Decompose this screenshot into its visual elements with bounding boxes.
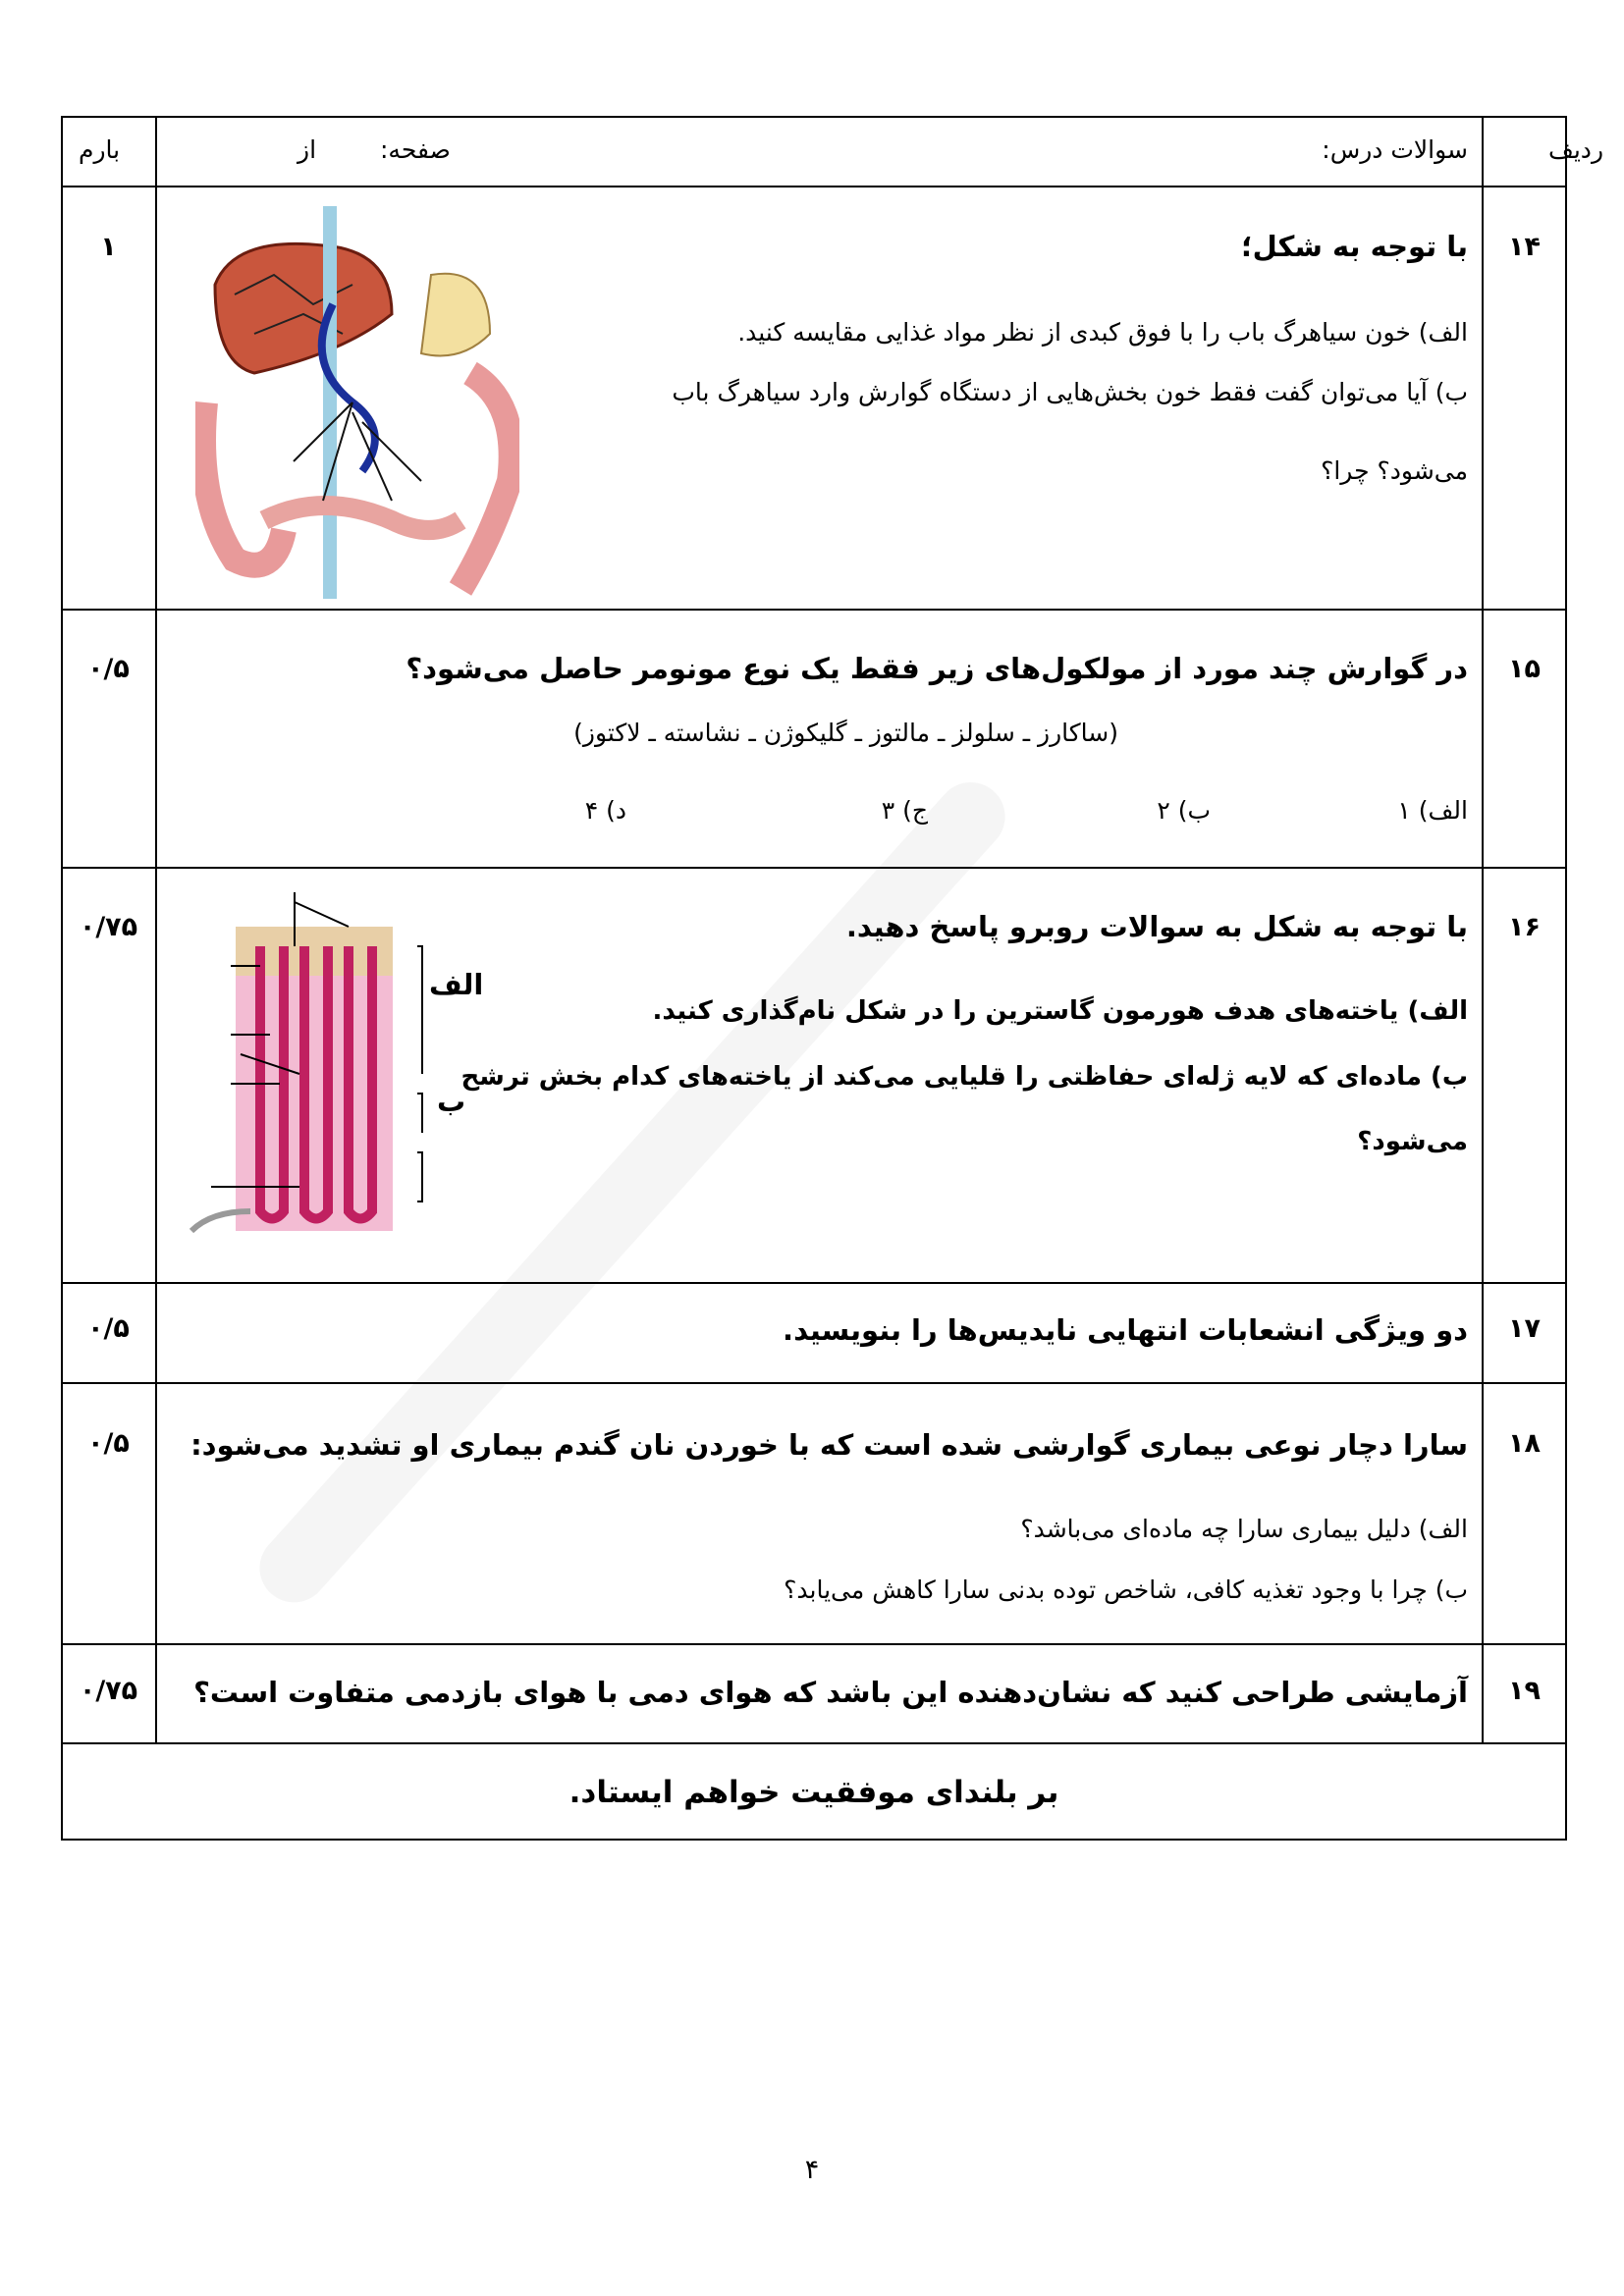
question-number: ۱۷ bbox=[1508, 1313, 1541, 1344]
question-number: ۱۵ bbox=[1508, 654, 1541, 684]
question-title: آزمایشی طراحی کنید که نشان‌دهنده این باشد که هوای دمی با هوای بازدمی متفاوت است؟ bbox=[193, 1676, 1468, 1709]
footer-motto: بر بلندای موفقیت خواهم ایستاد. bbox=[568, 1775, 1059, 1810]
divider bbox=[61, 1282, 1567, 1284]
divider bbox=[61, 1382, 1567, 1384]
divider bbox=[61, 1742, 1567, 1744]
option-c[interactable]: ج) ۳ bbox=[881, 796, 928, 825]
divider bbox=[61, 867, 1567, 869]
molecule-list: (ساکارز ـ سلولز ـ مالتوز ـ گلیکوژن ـ نشاسته ـ لاکتوز) bbox=[573, 719, 1118, 747]
question-number: ۱۶ bbox=[1508, 912, 1541, 942]
question-line: الف) دلیل بیماری سارا چه ماده‌ای می‌باشد؟ bbox=[1020, 1515, 1468, 1543]
divider bbox=[155, 116, 157, 1742]
divider bbox=[1482, 116, 1484, 1742]
question-score: ۰/۵ bbox=[87, 1428, 130, 1459]
question-line: می‌شود؟ bbox=[1357, 1127, 1468, 1156]
option-a[interactable]: الف) ۱ bbox=[1397, 796, 1468, 825]
gastric-gland-figure bbox=[182, 887, 437, 1255]
question-line: ب) آیا می‌توان گفت فقط خون بخش‌هایی از دستگاه گوارش وارد سیاهرگ باب bbox=[672, 378, 1468, 406]
option-d[interactable]: د) ۴ bbox=[584, 796, 626, 825]
question-number: ۱۸ bbox=[1508, 1428, 1541, 1459]
divider bbox=[61, 1839, 1567, 1841]
question-score: ۰/۷۵ bbox=[79, 1676, 138, 1706]
question-number: ۱۴ bbox=[1508, 232, 1541, 262]
question-number: ۱۹ bbox=[1508, 1676, 1541, 1706]
question-title: دو ویژگی انشعابات انتهایی نایدیس‌ها را بنویسید. bbox=[783, 1313, 1468, 1347]
divider bbox=[1565, 116, 1567, 1841]
question-title: سارا دچار نوعی بیماری گوارشی شده است که با خوردن نان گندم بیماری او تشدید می‌شود: bbox=[190, 1428, 1468, 1462]
header-page-label: صفحه: bbox=[380, 135, 451, 164]
header-questions-label: سوالات درس: bbox=[1322, 135, 1468, 164]
question-line: الف) خون سیاهرگ باب را با فوق کبدی از نظر مواد غذایی مقایسه کنید. bbox=[737, 318, 1468, 347]
header-row-label: ردیف bbox=[1547, 135, 1604, 164]
question-score: ۰/۷۵ bbox=[79, 912, 138, 942]
divider bbox=[61, 116, 1567, 118]
question-line: الف) یاخته‌های هدف هورمون گاسترین را در شکل نام‌گذاری کنید. bbox=[652, 996, 1468, 1026]
header-score-label: بارم bbox=[79, 135, 121, 164]
divider bbox=[61, 609, 1567, 611]
question-score: ۱ bbox=[100, 232, 117, 262]
question-line: می‌شود؟ چرا؟ bbox=[1321, 456, 1468, 485]
figure-label-a: الف bbox=[429, 968, 484, 1001]
question-line: ب) چرا با وجود تغذیه کافی، شاخص توده بدنی سارا کاهش می‌یابد؟ bbox=[784, 1575, 1468, 1604]
question-title: با توجه به شکل؛ bbox=[1241, 230, 1468, 263]
header-of-label: از bbox=[298, 135, 317, 164]
divider bbox=[61, 116, 63, 1841]
question-line: ب) ماده‌ای که لایه ژله‌ای حفاظتی را قلیایی می‌کند از یاخته‌های کدام بخش ترشح bbox=[460, 1062, 1468, 1092]
divider bbox=[61, 186, 1567, 187]
option-b[interactable]: ب) ۲ bbox=[1157, 796, 1211, 825]
question-title: با توجه به شکل به سوالات روبرو پاسخ دهید. bbox=[845, 910, 1468, 943]
page-number: ۴ bbox=[804, 2155, 820, 2185]
question-title: در گوارش چند مورد از مولکول‌های زیر فقط یک نوع مونومر حاصل می‌شود؟ bbox=[406, 652, 1468, 685]
divider bbox=[61, 1643, 1567, 1645]
question-score: ۰/۵ bbox=[87, 1313, 130, 1344]
figure-label-b: ب bbox=[437, 1085, 466, 1118]
digestive-system-figure bbox=[195, 206, 519, 599]
question-score: ۰/۵ bbox=[87, 654, 130, 684]
